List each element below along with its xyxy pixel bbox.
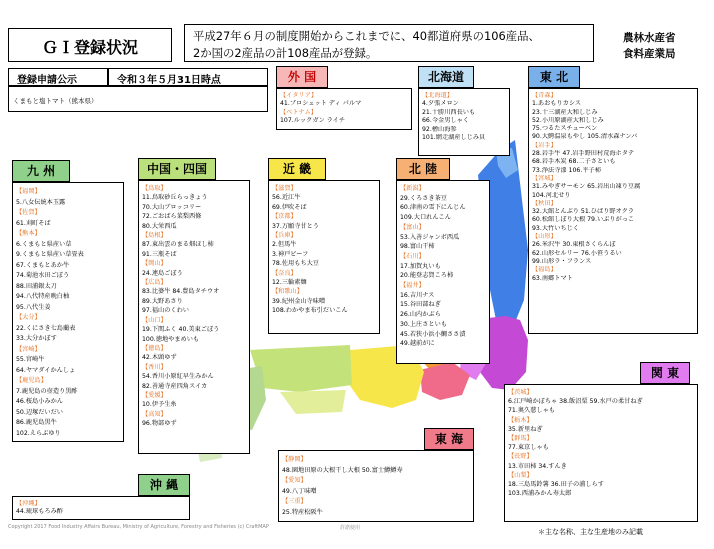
list-item: 【滋賀】: [272, 185, 297, 192]
list-item: 【宮崎】: [16, 345, 41, 353]
list-item: 4.夕張メロン: [422, 100, 459, 108]
list-item: 9.くまもと県産い草畳表: [16, 251, 84, 258]
list-item: 50.辺塚だいだい: [16, 408, 63, 416]
list-item: 103.西浦みかん寿太郎: [508, 490, 572, 498]
list-item: 【長野】: [508, 453, 533, 461]
list-item: 86.鹿児島黒牛: [16, 419, 57, 426]
list-item: 【岩手】: [532, 141, 557, 149]
list-item: 【イタリア】: [280, 92, 318, 99]
list-item: 【福井】: [400, 282, 425, 290]
list-item: 61.刈町そば: [16, 219, 51, 227]
list-item: 23.十三湖産大和しじみ: [532, 108, 598, 116]
list-item: 98.富山干柿: [400, 243, 435, 251]
as-of-box: [108, 68, 268, 86]
region-tokai: [278, 428, 474, 522]
copyright-permission: 許諾使用: [340, 525, 361, 531]
list-item: 21.十勝川西長いも: [422, 108, 476, 116]
region-tohoku-header: 東 北: [528, 66, 580, 88]
list-item: 15.谷田部ねぎ: [400, 301, 441, 309]
list-item: 3.神戸ビーフ: [272, 250, 309, 258]
region-kinki-list: [268, 180, 380, 334]
region-chugoku-list: [138, 180, 250, 454]
region-hokkaido-items: [422, 92, 507, 142]
region-okinawa-items: [16, 500, 187, 517]
list-item: 69.伊吹そば: [272, 203, 307, 211]
list-item: 【熊本】: [16, 230, 41, 237]
list-item: 78.佐用もち大豆: [272, 260, 319, 268]
region-gaikoku: [276, 66, 412, 130]
list-item: 17.加賀丸いも: [400, 262, 441, 270]
region-tohoku: [528, 66, 698, 334]
as-of-date: 令和３年５月31日時点: [117, 75, 221, 86]
title-box: [8, 28, 172, 62]
region-okinawa-list: [12, 496, 190, 520]
list-item: 26.米沢牛 30.東根さくらんぼ: [532, 241, 616, 249]
list-item: 28.岩手牛 47.岩手野田村荒海ホタテ: [532, 150, 635, 158]
list-item: 【愛媛】: [142, 391, 167, 399]
region-kyushu: [12, 160, 124, 442]
list-item: 46.桜島小みかん: [16, 398, 63, 405]
list-item: 【佐賀】: [16, 209, 41, 216]
list-item: 29.くろさき茶豆: [400, 194, 447, 202]
list-item: 【愛知】: [282, 477, 307, 484]
list-item: 【福岡】: [16, 188, 41, 195]
list-item: 【広島】: [142, 279, 167, 287]
region-chugoku-header: 中国・四国: [138, 158, 216, 180]
list-item: 39.紀州金山寺味噌: [272, 297, 326, 305]
region-kanto: [504, 362, 698, 522]
list-item: 74.菊池水田ごぼう: [16, 272, 70, 279]
pending-item: くまもと塩トマト（熊本県）: [13, 97, 98, 105]
list-item: 【岡山】: [142, 260, 167, 268]
list-item: 【群馬】: [508, 435, 533, 443]
list-item: 77.東京しゃも: [508, 444, 549, 452]
copyright: Copyright 2017 Food Industry Affairs Bureau, Ministry of Agriculture, Forestry and Fisheries (c) CraftMAP: [8, 524, 269, 530]
list-item: 5.八女伝統本玉露: [16, 198, 66, 206]
list-item: 11.鳥取砂丘らっきょう: [142, 194, 208, 202]
list-item: 97.福山のくわい: [142, 307, 189, 315]
list-item: 68.岩手木炭 68.二子さといも: [532, 158, 616, 166]
summary-line-1: 平成27年６月の制度開始からこれまでに、40都道府県の106産品、: [193, 29, 540, 43]
list-item: 92.檜山海参: [422, 125, 457, 133]
bureau-name: 食料産業局: [623, 48, 676, 60]
list-item: 【山形】: [532, 233, 557, 241]
list-item: 102.えらぶゆり: [16, 429, 61, 437]
footnote: ＊主な名称、主な生産地のみ記載: [538, 528, 643, 536]
list-item: 67.くまもとあか牛: [16, 261, 70, 269]
list-item: 19.下関ふく 40.美東ごぼう: [142, 326, 220, 334]
list-item: 62.山形セルリー 76.小笹うるい: [532, 249, 622, 257]
list-item: 6.くまもと県産い草: [16, 240, 72, 248]
list-item: 【新潟】: [400, 185, 425, 192]
list-item: 32.大館とんぶり 51.ひばり野オクラ: [532, 208, 634, 216]
list-item: 12.三輪素麺: [272, 279, 307, 287]
region-kyushu-header: 九 州: [12, 160, 70, 182]
list-item: 52.小川原湖産大和しじみ: [532, 116, 604, 124]
list-item: 33.大分かぼす: [16, 335, 57, 342]
region-hokkaido-list: [418, 88, 510, 156]
list-item: 31.みやぎサーモン 65.岩出山凍り豆腐: [532, 183, 641, 191]
list-item: 16.吉川ナス: [400, 291, 435, 299]
list-item: 【兵庫】: [272, 232, 297, 240]
list-item: 56.近江牛: [272, 194, 301, 202]
region-chugoku-shikoku: [138, 158, 250, 454]
region-kanto-header: 関 東: [640, 362, 690, 384]
list-item: 107.ルックガン ライチ: [280, 117, 346, 125]
list-item: 54.香川小原紅早生みかん: [142, 373, 214, 381]
shikoku-area: [280, 390, 346, 414]
list-item: 70.大山ブロッコリー: [142, 203, 202, 211]
region-okinawa-header: 沖 縄: [138, 474, 190, 496]
list-item: 【鳥取】: [142, 185, 167, 192]
list-item: 87.東出雲のまる畑ほし柿: [142, 241, 214, 249]
region-chugoku-items: [142, 184, 247, 429]
list-item: 48.園地田原の大根干し大根 50.富士鱒鱒寿: [282, 466, 403, 474]
list-item: 20.能登志賀ころ柿: [400, 272, 454, 280]
list-item: 83.比婆牛 84.豊島タチウオ: [142, 288, 220, 296]
list-item: 44.琉球もろみ酢: [16, 508, 63, 516]
region-tokai-list: [278, 450, 474, 522]
list-item: 【高知】: [142, 410, 167, 418]
list-item: 91.三瓶そば: [142, 250, 177, 258]
region-hokuriku-list: [396, 180, 490, 364]
list-item: 63.南郷トマト: [532, 274, 573, 282]
list-item: 25.特産松阪牛: [282, 508, 323, 516]
region-okinawa: [12, 474, 190, 520]
region-kyushu-items: [16, 187, 121, 439]
list-item: 93.大竹いちじく: [532, 224, 579, 232]
region-kanto-list: [504, 384, 698, 522]
list-item: 45.若狭小浜小鯛ささ漬: [400, 330, 466, 338]
list-item: 【山口】: [142, 316, 167, 324]
region-tohoku-list: [528, 88, 698, 334]
list-item: 【秋田】: [532, 199, 557, 207]
list-item: 108.わかやま布引だいこん: [272, 307, 348, 315]
region-hokkaido: [418, 66, 510, 156]
list-item: 104.河北せり: [532, 191, 571, 199]
list-item: 100.徳地やまめいも: [142, 335, 200, 343]
list-item: 【静岡】: [282, 456, 307, 463]
list-item: 41.プロシュット ディ パルマ: [280, 100, 362, 108]
list-item: 35.新里ねぎ: [508, 425, 543, 433]
page-title: ＧＩ登録状況: [41, 38, 138, 57]
region-kanto-items: [508, 388, 695, 498]
list-item: 55.宮崎牛: [16, 356, 45, 363]
list-item: 【鹿児島】: [16, 377, 47, 384]
list-item: 95.八代生姜: [16, 303, 51, 311]
list-item: 71.奥久慈しゃも: [508, 407, 555, 415]
region-kinki-header: 近 畿: [268, 158, 326, 180]
chugoku-area: [250, 345, 352, 392]
region-gaikoku-header: 外 国: [276, 66, 328, 88]
list-item: 99.山形ラ・フランス: [532, 257, 592, 265]
list-item: 30.上庄さといも: [400, 320, 447, 328]
list-item: 73.浄法寺漆 106.平子柿: [532, 166, 601, 174]
list-item: 【茨城】: [508, 389, 533, 396]
list-item: 37.万願寺甘とう: [272, 222, 319, 230]
list-item: 【大分】: [16, 314, 41, 321]
list-item: 64.ヤマダイかんしょ: [16, 366, 76, 374]
pending-box: [8, 86, 268, 112]
list-item: 【沖縄】: [16, 500, 41, 507]
list-item: 【栃木】: [508, 416, 533, 424]
list-item: 90.大鰐温泉もやし 105.清水森ナンバ: [532, 133, 638, 141]
summary-line-2: 2か国の2産品の計108産品が登録。: [193, 46, 378, 60]
list-item: 2.但馬牛: [272, 241, 297, 249]
list-item: 6.江戸崎かぼちゃ 38.飯沼栗 59.水戸の柔甘ねぎ: [508, 398, 643, 406]
region-gaikoku-list: [276, 88, 412, 130]
list-item: 109.大口れんこん: [400, 214, 451, 222]
list-item: 53.入善ジャンボ西瓜: [400, 233, 460, 241]
region-hokuriku-items: [400, 184, 487, 349]
region-kinki: [268, 158, 380, 334]
region-kinki-items: [272, 184, 377, 316]
list-item: 【奈良】: [272, 269, 297, 277]
list-item: 【山梨】: [508, 471, 533, 479]
region-tokai-header: 東 海: [424, 428, 474, 450]
list-item: 49.越前がに: [400, 340, 435, 348]
list-item: 13.市田柿 34.すんき: [508, 462, 567, 470]
list-item: 【富山】: [400, 223, 425, 231]
ministry-name: 農林水産省: [623, 32, 676, 44]
region-gaikoku-items: [280, 92, 409, 126]
summary-box: [184, 24, 594, 62]
list-item: 18.三島馬鈴薯 36.田子の浦しらす: [508, 481, 604, 489]
list-item: 94.八代特産晩白柚: [16, 293, 70, 300]
list-item: 96.物部ゆず: [142, 420, 177, 428]
list-item: 42.木頭ゆず: [142, 354, 177, 362]
list-item: 26.山内かぶら: [400, 311, 441, 319]
list-item: 7.鹿児島の壺造り黒酢: [16, 387, 78, 395]
list-item: 60.津南の雪下にんじん: [400, 204, 466, 212]
list-item: 24.連島ごぼう: [142, 269, 183, 277]
region-hokuriku: [396, 158, 490, 364]
region-tohoku-items: [532, 92, 695, 283]
registration-label-box: [8, 68, 108, 86]
list-item: 【香川】: [142, 363, 167, 371]
list-item: 1.あおもりカシス: [532, 100, 582, 108]
region-kyushu-list: [12, 182, 124, 442]
list-item: 【三重】: [282, 498, 307, 505]
list-item: 【北海道】: [422, 92, 453, 99]
list-item: 80.大栄西瓜: [142, 222, 177, 230]
list-item: 89.大野あさり: [142, 297, 183, 305]
list-item: 【島根】: [142, 232, 167, 240]
list-item: 101.網走湖産しじみ貝: [422, 134, 486, 142]
list-item: 【ベトナム】: [280, 108, 317, 116]
region-hokkaido-header: 北海道: [418, 66, 474, 88]
list-item: 72.ごおばら菜梨西條: [142, 213, 202, 221]
list-item: 【宮城】: [532, 174, 557, 182]
list-item: 88.田浦銀太刀: [16, 282, 57, 290]
list-item: 60.松館しぼり大根 79.いぶりがっこ: [532, 216, 635, 224]
registration-label: 登録申請公示: [17, 75, 77, 86]
list-item: 10.伊予生糸: [142, 401, 177, 409]
list-item: 【京都】: [272, 213, 297, 221]
region-hokuriku-header: 北 陸: [396, 158, 450, 180]
list-item: 49.八丁味噌: [282, 487, 317, 495]
list-item: 【和歌山】: [272, 288, 303, 296]
list-item: 22.くにさき七島藺表: [16, 324, 76, 332]
list-item: 66.今金男しゃく: [422, 117, 469, 125]
list-item: 【徳島】: [142, 344, 167, 352]
region-tokai-items: [282, 455, 471, 518]
list-item: 【石川】: [400, 252, 425, 260]
list-item: 【青森】: [532, 92, 557, 99]
list-item: 【福島】: [532, 266, 557, 274]
list-item: 82.善通寺産四角スイカ: [142, 382, 208, 390]
list-item: 75.つるたスチューベン: [532, 125, 598, 133]
